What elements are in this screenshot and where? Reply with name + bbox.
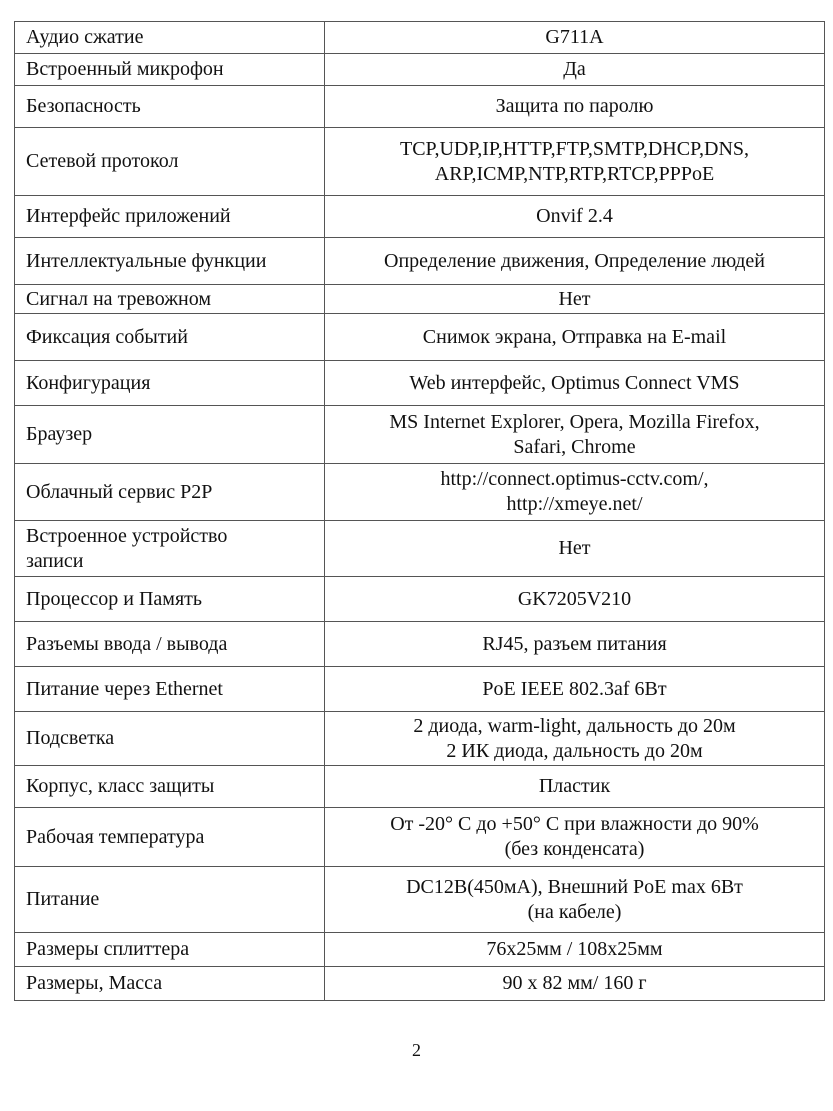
spec-label-browser: Браузер <box>15 406 325 464</box>
table-row <box>15 622 825 667</box>
spec-value-operating-temperature: От -20° C до +50° C при влажности до 90% (без конденсата) <box>325 808 825 867</box>
table-row <box>15 128 825 196</box>
spec-value-io-connectors: RJ45, разъем питания <box>325 622 825 667</box>
table-row <box>15 577 825 622</box>
spec-value-alarm-signal: Нет <box>325 285 825 314</box>
table-row <box>15 22 825 54</box>
table-row <box>15 314 825 361</box>
spec-value-network-protocol: TCP,UDP,IP,HTTP,FTP,SMTP,DHCP,DNS, ARP,ICMP,NTP,RTP,RTCP,PPPoE <box>325 128 825 196</box>
spec-value-housing: Пластик <box>325 766 825 808</box>
spec-value-microphone: Да <box>325 54 825 86</box>
spec-value-smart-functions: Определение движения, Определение людей <box>325 238 825 285</box>
table-row <box>15 238 825 285</box>
spec-value-recorder: Нет <box>325 521 825 577</box>
table-row <box>15 361 825 406</box>
spec-label-housing: Корпус, класс защиты <box>15 766 325 808</box>
spec-table <box>14 21 825 1001</box>
spec-label-processor: Процессор и Память <box>15 577 325 622</box>
spec-label-power: Питание <box>15 867 325 933</box>
spec-value-event-capture: Снимок экрана, Отправка на E-mail <box>325 314 825 361</box>
spec-value-splitter-size: 76х25мм / 108х25мм <box>325 933 825 967</box>
spec-value-browser: MS Internet Explorer, Opera, Mozilla Firefox, Safari, Chrome <box>325 406 825 464</box>
table-row <box>15 54 825 86</box>
spec-label-illumination: Подсветка <box>15 712 325 766</box>
spec-label-io-connectors: Разъемы ввода / вывода <box>15 622 325 667</box>
spec-label-audio-compression: Аудио сжатие <box>15 22 325 54</box>
spec-label-event-capture: Фиксация событий <box>15 314 325 361</box>
page-number: 2 <box>412 1040 421 1060</box>
table-row <box>15 712 825 766</box>
spec-label-cloud-p2p: Облачный сервис P2P <box>15 464 325 521</box>
table-row <box>15 967 825 1001</box>
spec-label-recorder: Встроенное устройство записи <box>15 521 325 577</box>
table-row <box>15 766 825 808</box>
spec-value-poe: PoE IEEE 802.3af 6Вт <box>325 667 825 712</box>
table-row <box>15 86 825 128</box>
spec-label-api: Интерфейс приложений <box>15 196 325 238</box>
spec-table-body <box>15 22 825 1001</box>
spec-value-security: Защита по паролю <box>325 86 825 128</box>
spec-label-dimensions-weight: Размеры, Масса <box>15 967 325 1001</box>
spec-label-configuration: Конфигурация <box>15 361 325 406</box>
spec-label-alarm-signal: Сигнал на тревожном <box>15 285 325 314</box>
spec-label-smart-functions: Интеллектуальные функции <box>15 238 325 285</box>
spec-value-configuration: Web интерфейс, Optimus Connect VMS <box>325 361 825 406</box>
spec-label-poe: Питание через Ethernet <box>15 667 325 712</box>
spec-label-splitter-size: Размеры сплиттера <box>15 933 325 967</box>
spec-value-dimensions-weight: 90 х 82 мм/ 160 г <box>325 967 825 1001</box>
spec-value-api: Onvif 2.4 <box>325 196 825 238</box>
table-row <box>15 808 825 867</box>
spec-label-microphone: Встроенный микрофон <box>15 54 325 86</box>
table-row <box>15 196 825 238</box>
table-row <box>15 464 825 521</box>
table-row <box>15 406 825 464</box>
spec-label-security: Безопасность <box>15 86 325 128</box>
spec-value-illumination: 2 диода, warm-light, дальность до 20м 2 ИК диода, дальность до 20м <box>325 712 825 766</box>
table-row <box>15 933 825 967</box>
spec-label-operating-temperature: Рабочая температура <box>15 808 325 867</box>
spec-label-network-protocol: Сетевой протокол <box>15 128 325 196</box>
table-row <box>15 667 825 712</box>
spec-value-audio-compression: G711A <box>325 22 825 54</box>
table-row <box>15 867 825 933</box>
table-row <box>15 521 825 577</box>
spec-value-cloud-p2p: http://connect.optimus-cctv.com/, http://xmeye.net/ <box>325 464 825 521</box>
table-row <box>15 285 825 314</box>
spec-value-power: DC12В(450мА), Внешний PoE max 6Вт (на кабеле) <box>325 867 825 933</box>
spec-value-processor: GK7205V210 <box>325 577 825 622</box>
